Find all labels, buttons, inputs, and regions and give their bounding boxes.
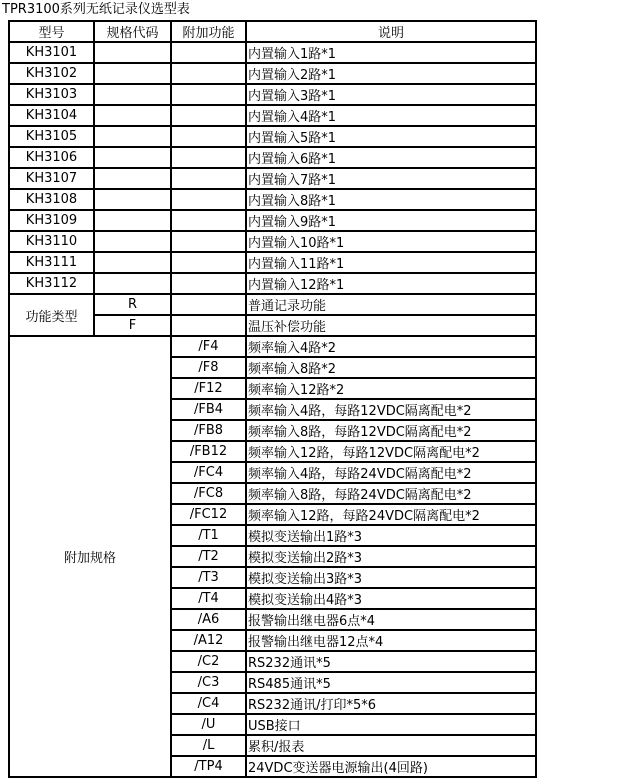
model-cell: KH3111 [9, 252, 94, 273]
spec-code-cell [94, 84, 171, 105]
spec-code-cell: R [94, 294, 171, 315]
extra-function-cell [171, 126, 246, 147]
extra-function-cell [171, 231, 246, 252]
spec-code-cell [94, 105, 171, 126]
extra-function-code-cell: /F12 [171, 378, 246, 399]
spec-code-cell [94, 273, 171, 294]
model-cell: KH3101 [9, 42, 94, 63]
extra-function-code-cell: /C4 [171, 693, 246, 714]
description-cell: 普通记录功能 [246, 294, 536, 315]
description-cell: 频率输入12路，每路24VDC隔离配电*2 [246, 504, 536, 525]
extra-function-code-cell: /TP4 [171, 756, 246, 777]
model-row [9, 126, 536, 147]
extra-function-code-cell: /L [171, 735, 246, 756]
model-row [9, 42, 536, 63]
spec-code-cell [94, 231, 171, 252]
extra-function-code-cell: /T2 [171, 546, 246, 567]
description-cell: 频率输入4路*2 [246, 336, 536, 357]
spec-code-cell: F [94, 315, 171, 336]
extra-function-cell [171, 294, 246, 315]
extra-function-code-cell: /A6 [171, 609, 246, 630]
model-row [9, 168, 536, 189]
page-title: TPR3100系列无纸记录仪选型表 [2, 2, 190, 17]
extra-function-code-cell: /C3 [171, 672, 246, 693]
selection-table-body [9, 21, 536, 777]
description-cell: 内置输入8路*1 [246, 189, 536, 210]
extra-function-code-cell: /A12 [171, 630, 246, 651]
extra-function-code-cell: /FC4 [171, 462, 246, 483]
model-cell: KH3106 [9, 147, 94, 168]
spec-code-cell [94, 126, 171, 147]
model-cell: KH3103 [9, 84, 94, 105]
model-row [9, 105, 536, 126]
spec-code-cell [94, 42, 171, 63]
description-cell: 频率输入4路，每路12VDC隔离配电*2 [246, 399, 536, 420]
model-cell: KH3110 [9, 231, 94, 252]
selection-table [8, 20, 537, 778]
model-row [9, 63, 536, 84]
model-row [9, 273, 536, 294]
description-cell: 模拟变送输出1路*3 [246, 525, 536, 546]
spec-code-cell [94, 63, 171, 84]
model-row [9, 252, 536, 273]
extra-function-cell [171, 210, 246, 231]
description-cell: 内置输入12路*1 [246, 273, 536, 294]
description-cell: 内置输入10路*1 [246, 231, 536, 252]
extra-function-cell [171, 84, 246, 105]
description-cell: RS485通讯*5 [246, 672, 536, 693]
header-row [9, 21, 536, 42]
description-cell: 温压补偿功能 [246, 315, 536, 336]
extra-function-cell [171, 252, 246, 273]
spec-code-cell [94, 168, 171, 189]
model-cell: KH3108 [9, 189, 94, 210]
model-row [9, 189, 536, 210]
extra-function-cell [171, 315, 246, 336]
extra-function-code-cell: /T3 [171, 567, 246, 588]
additional-spec-label-cell: 附加规格 [9, 336, 171, 777]
extra-function-cell [171, 273, 246, 294]
extra-function-code-cell: /F4 [171, 336, 246, 357]
model-row [9, 147, 536, 168]
extra-function-cell [171, 168, 246, 189]
extra-function-code-cell: /T1 [171, 525, 246, 546]
description-cell: 内置输入7路*1 [246, 168, 536, 189]
header-description: 说明 [246, 21, 536, 42]
model-cell: KH3107 [9, 168, 94, 189]
spec-code-cell [94, 189, 171, 210]
description-cell: 内置输入3路*1 [246, 84, 536, 105]
description-cell: 24VDC变送器电源输出(4回路) [246, 756, 536, 777]
model-row [9, 84, 536, 105]
extra-function-code-cell: /FB4 [171, 399, 246, 420]
header-extra-function: 附加功能 [171, 21, 246, 42]
description-cell: 内置输入1路*1 [246, 42, 536, 63]
description-cell: RS232通讯/打印*5*6 [246, 693, 536, 714]
spec-code-cell [94, 147, 171, 168]
description-cell: 频率输入4路，每路24VDC隔离配电*2 [246, 462, 536, 483]
model-row [9, 210, 536, 231]
description-cell: 内置输入11路*1 [246, 252, 536, 273]
description-cell: 报警输出继电器12点*4 [246, 630, 536, 651]
description-cell: USB接口 [246, 714, 536, 735]
description-cell: RS232通讯*5 [246, 651, 536, 672]
extra-function-code-cell: /FC12 [171, 504, 246, 525]
extra-function-code-cell: /T4 [171, 588, 246, 609]
extra-function-code-cell: /U [171, 714, 246, 735]
description-cell: 内置输入6路*1 [246, 147, 536, 168]
description-cell: 内置输入4路*1 [246, 105, 536, 126]
header-model: 型号 [9, 21, 94, 42]
spec-code-cell [94, 252, 171, 273]
description-cell: 报警输出继电器6点*4 [246, 609, 536, 630]
description-cell: 模拟变送输出2路*3 [246, 546, 536, 567]
model-cell: KH3105 [9, 126, 94, 147]
extra-function-code-cell: /F8 [171, 357, 246, 378]
extra-function-code-cell: /C2 [171, 651, 246, 672]
extra-function-cell [171, 147, 246, 168]
header-spec-code: 规格代码 [94, 21, 171, 42]
description-cell: 内置输入2路*1 [246, 63, 536, 84]
description-cell: 频率输入8路，每路12VDC隔离配电*2 [246, 420, 536, 441]
description-cell: 累积/报表 [246, 735, 536, 756]
extra-function-code-cell: /FB12 [171, 441, 246, 462]
description-cell: 模拟变送输出4路*3 [246, 588, 536, 609]
extra-function-cell [171, 63, 246, 84]
extra-function-cell [171, 42, 246, 63]
function-type-row [9, 294, 536, 315]
description-cell: 内置输入9路*1 [246, 210, 536, 231]
extra-function-cell [171, 189, 246, 210]
description-cell: 频率输入12路，每路12VDC隔离配电*2 [246, 441, 536, 462]
model-cell: KH3112 [9, 273, 94, 294]
description-cell: 内置输入5路*1 [246, 126, 536, 147]
extra-function-cell [171, 105, 246, 126]
extra-function-code-cell: /FB8 [171, 420, 246, 441]
description-cell: 频率输入12路*2 [246, 378, 536, 399]
model-cell: KH3104 [9, 105, 94, 126]
description-cell: 频率输入8路，每路24VDC隔离配电*2 [246, 483, 536, 504]
spec-code-cell [94, 210, 171, 231]
description-cell: 模拟变送输出3路*3 [246, 567, 536, 588]
model-cell: KH3109 [9, 210, 94, 231]
description-cell: 频率输入8路*2 [246, 357, 536, 378]
model-cell: KH3102 [9, 63, 94, 84]
model-row [9, 231, 536, 252]
extra-function-code-cell: /FC8 [171, 483, 246, 504]
additional-spec-row [9, 336, 536, 357]
function-type-label-cell: 功能类型 [9, 294, 94, 336]
